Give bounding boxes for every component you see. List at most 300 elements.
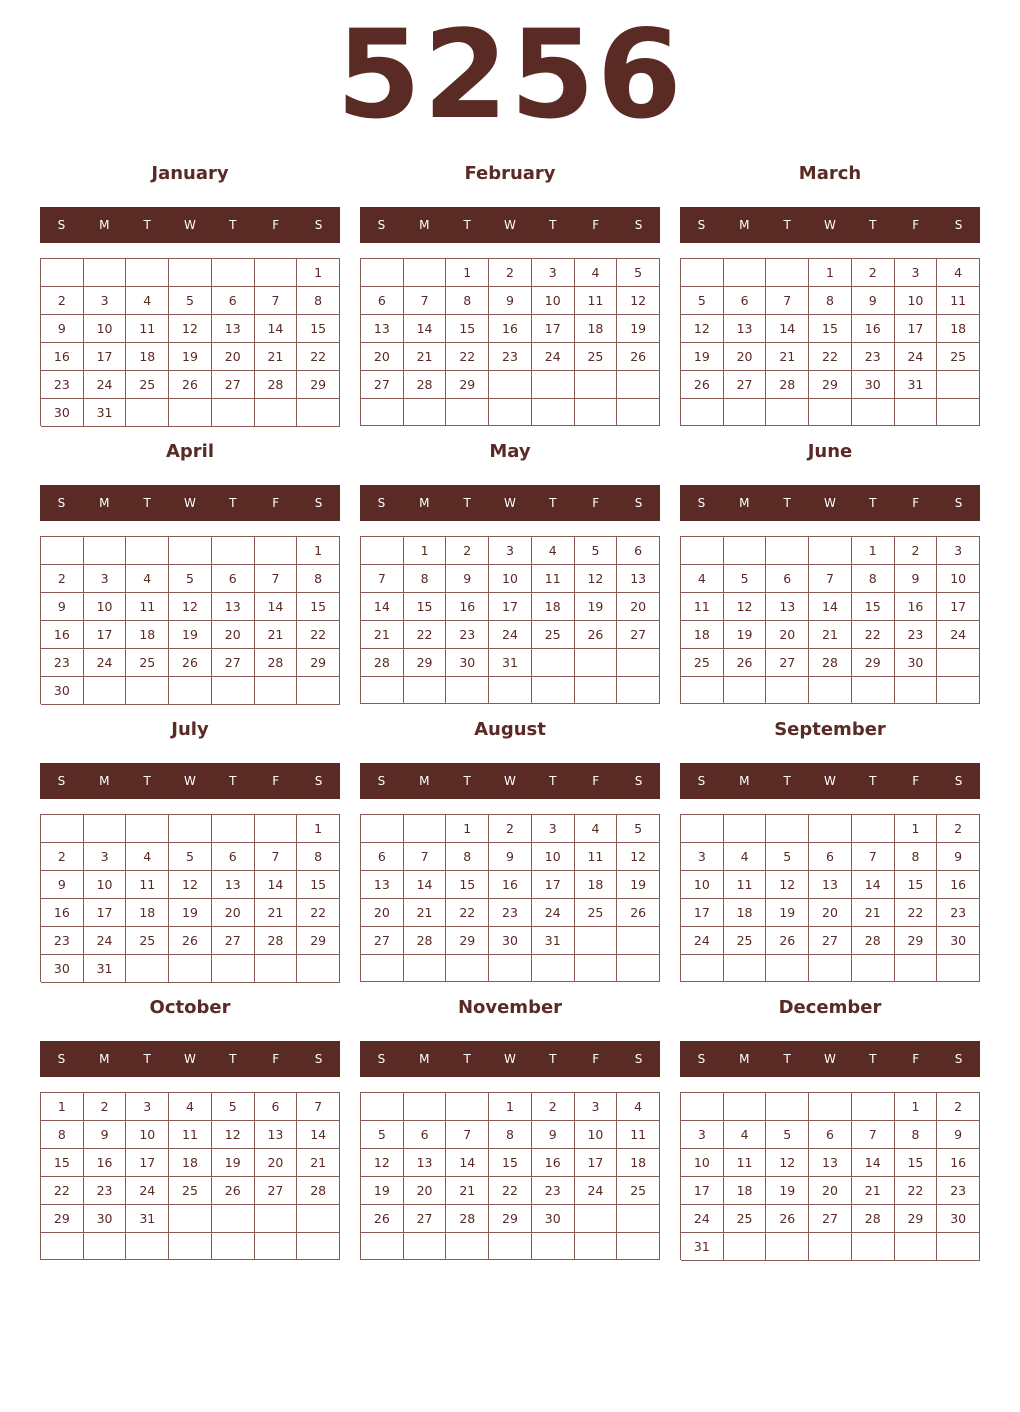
day-cell — [212, 1233, 255, 1260]
day-cell — [895, 1233, 938, 1261]
day-cell: 11 — [169, 1121, 212, 1149]
weekday-label: M — [739, 496, 750, 510]
day-cell: 14 — [255, 315, 298, 343]
month-name: September — [774, 719, 886, 740]
weekday-label: T — [229, 1052, 237, 1066]
day-cell: 29 — [297, 371, 340, 399]
day-cell — [617, 677, 660, 704]
day-cell: 6 — [212, 565, 255, 593]
day-cell: 15 — [297, 593, 340, 621]
weekday-header — [680, 207, 980, 243]
day-cell: 6 — [361, 287, 404, 315]
day-cell — [489, 677, 532, 704]
day-cell — [681, 537, 724, 565]
day-cell: 23 — [489, 899, 532, 927]
day-cell: 3 — [532, 259, 575, 287]
day-cell: 27 — [617, 621, 660, 649]
day-cell — [724, 1093, 767, 1121]
day-cell: 5 — [766, 843, 809, 871]
day-cell: 8 — [297, 565, 340, 593]
weekday-label: W — [824, 1052, 836, 1066]
day-cell: 29 — [297, 927, 340, 955]
day-cell: 6 — [766, 565, 809, 593]
day-cell: 8 — [809, 287, 852, 315]
weekday-label: S — [697, 1052, 706, 1066]
day-cell: 10 — [895, 287, 938, 315]
day-cell — [937, 649, 980, 677]
weekday-label: T — [143, 1052, 151, 1066]
month-name: November — [457, 997, 563, 1018]
month-july — [40, 714, 340, 982]
day-cell: 1 — [297, 537, 340, 565]
day-cell: 1 — [404, 537, 447, 565]
day-cell: 1 — [297, 815, 340, 843]
day-cell: 6 — [361, 843, 404, 871]
day-cell: 2 — [489, 815, 532, 843]
day-cell: 8 — [446, 287, 489, 315]
day-cell: 22 — [852, 621, 895, 649]
month-january — [40, 158, 340, 426]
day-cell: 23 — [41, 927, 84, 955]
day-cell: 4 — [937, 259, 980, 287]
day-cell: 17 — [895, 315, 938, 343]
day-cell — [84, 815, 127, 843]
day-cell: 25 — [126, 927, 169, 955]
day-cell: 2 — [895, 537, 938, 565]
day-cell: 13 — [212, 871, 255, 899]
weekday-header — [360, 763, 660, 799]
day-grid — [40, 258, 340, 426]
day-cell: 10 — [84, 315, 127, 343]
day-cell: 30 — [41, 399, 84, 427]
day-cell — [361, 815, 404, 843]
weekday-label: S — [697, 774, 706, 788]
day-cell: 12 — [766, 871, 809, 899]
day-cell: 23 — [852, 343, 895, 371]
day-cell — [255, 677, 298, 705]
day-cell: 5 — [169, 843, 212, 871]
weekday-label: F — [592, 218, 600, 232]
day-cell: 4 — [575, 815, 618, 843]
day-cell: 1 — [41, 1093, 84, 1121]
day-cell: 14 — [255, 871, 298, 899]
day-cell: 14 — [255, 593, 298, 621]
day-cell: 9 — [852, 287, 895, 315]
weekday-label: M — [419, 774, 430, 788]
day-cell: 20 — [617, 593, 660, 621]
day-cell — [575, 649, 618, 677]
day-cell: 10 — [937, 565, 980, 593]
day-cell: 2 — [937, 815, 980, 843]
day-cell: 19 — [724, 621, 767, 649]
day-cell — [895, 677, 938, 704]
day-cell: 20 — [809, 1177, 852, 1205]
day-cell: 24 — [895, 343, 938, 371]
day-cell: 24 — [532, 343, 575, 371]
day-cell: 25 — [724, 1205, 767, 1233]
day-cell: 9 — [532, 1121, 575, 1149]
day-cell: 15 — [404, 593, 447, 621]
day-cell: 31 — [532, 927, 575, 955]
day-cell: 24 — [681, 1205, 724, 1233]
day-cell: 27 — [766, 649, 809, 677]
day-cell: 8 — [489, 1121, 532, 1149]
day-cell: 21 — [255, 343, 298, 371]
day-grid — [40, 814, 340, 982]
day-cell: 25 — [169, 1177, 212, 1205]
weekday-label: F — [912, 774, 920, 788]
day-cell: 20 — [404, 1177, 447, 1205]
day-cell: 6 — [809, 843, 852, 871]
weekday-label: T — [783, 218, 791, 232]
day-cell: 26 — [361, 1205, 404, 1233]
day-cell — [532, 649, 575, 677]
day-cell: 5 — [169, 565, 212, 593]
month-name: July — [171, 719, 209, 740]
day-cell: 8 — [404, 565, 447, 593]
day-cell: 18 — [532, 593, 575, 621]
day-cell — [937, 1233, 980, 1261]
day-cell: 31 — [84, 955, 127, 983]
day-cell: 16 — [937, 871, 980, 899]
day-cell: 18 — [724, 1177, 767, 1205]
day-cell: 19 — [169, 621, 212, 649]
month-march — [680, 158, 980, 426]
day-cell: 7 — [361, 565, 404, 593]
day-cell: 26 — [617, 899, 660, 927]
day-cell: 29 — [404, 649, 447, 677]
day-cell: 23 — [937, 899, 980, 927]
day-cell: 10 — [532, 843, 575, 871]
day-cell: 15 — [297, 871, 340, 899]
day-cell: 8 — [895, 843, 938, 871]
day-cell: 7 — [255, 843, 298, 871]
day-cell: 18 — [575, 315, 618, 343]
day-cell: 9 — [41, 593, 84, 621]
day-cell: 25 — [681, 649, 724, 677]
day-cell: 17 — [84, 899, 127, 927]
day-cell: 20 — [361, 899, 404, 927]
day-cell: 19 — [766, 1177, 809, 1205]
day-cell — [169, 537, 212, 565]
day-cell: 12 — [617, 843, 660, 871]
day-cell — [361, 1093, 404, 1121]
day-cell — [361, 677, 404, 704]
day-cell: 31 — [489, 649, 532, 677]
day-cell: 21 — [361, 621, 404, 649]
day-cell — [126, 399, 169, 427]
day-cell: 3 — [84, 287, 127, 315]
day-cell: 28 — [446, 1205, 489, 1233]
day-cell: 29 — [446, 927, 489, 955]
day-cell: 11 — [724, 1149, 767, 1177]
day-cell: 13 — [361, 871, 404, 899]
day-cell — [809, 677, 852, 704]
day-cell — [617, 399, 660, 426]
month-name: June — [807, 441, 853, 462]
weekday-label: F — [272, 774, 280, 788]
day-cell: 1 — [852, 537, 895, 565]
weekday-label: W — [824, 774, 836, 788]
day-cell — [126, 955, 169, 983]
day-cell: 9 — [489, 843, 532, 871]
weekday-label: S — [634, 1052, 643, 1066]
day-cell: 1 — [489, 1093, 532, 1121]
weekday-header — [680, 1041, 980, 1077]
day-cell — [404, 399, 447, 426]
day-cell: 28 — [255, 649, 298, 677]
day-cell: 14 — [852, 1149, 895, 1177]
day-cell: 5 — [617, 815, 660, 843]
day-cell: 22 — [895, 1177, 938, 1205]
day-grid — [680, 536, 980, 704]
weekday-label: T — [869, 218, 877, 232]
day-cell: 18 — [126, 343, 169, 371]
day-cell: 12 — [724, 593, 767, 621]
day-cell: 20 — [724, 343, 767, 371]
day-cell — [361, 955, 404, 982]
day-cell: 10 — [84, 593, 127, 621]
day-cell — [852, 1233, 895, 1261]
day-cell: 2 — [84, 1093, 127, 1121]
day-cell: 29 — [895, 1205, 938, 1233]
day-cell — [169, 1205, 212, 1233]
weekday-label: W — [184, 496, 196, 510]
day-cell — [361, 259, 404, 287]
day-cell — [617, 371, 660, 399]
day-cell: 28 — [809, 649, 852, 677]
weekday-label: T — [549, 218, 557, 232]
day-cell: 10 — [489, 565, 532, 593]
month-june — [680, 436, 980, 704]
day-cell: 17 — [532, 871, 575, 899]
day-cell: 10 — [575, 1121, 618, 1149]
day-cell: 4 — [126, 843, 169, 871]
day-cell: 1 — [809, 259, 852, 287]
day-cell — [575, 955, 618, 982]
day-cell: 16 — [852, 315, 895, 343]
day-cell: 27 — [361, 927, 404, 955]
day-cell: 27 — [404, 1205, 447, 1233]
day-grid — [360, 258, 660, 426]
day-cell: 22 — [404, 621, 447, 649]
day-cell: 24 — [532, 899, 575, 927]
day-cell: 18 — [937, 315, 980, 343]
day-cell — [255, 537, 298, 565]
day-cell: 21 — [852, 1177, 895, 1205]
day-cell: 10 — [126, 1121, 169, 1149]
day-cell — [404, 955, 447, 982]
day-cell: 23 — [937, 1177, 980, 1205]
weekday-label: F — [592, 774, 600, 788]
day-cell: 11 — [937, 287, 980, 315]
month-september — [680, 714, 980, 982]
day-cell: 11 — [575, 287, 618, 315]
weekday-label: T — [869, 496, 877, 510]
day-cell: 29 — [895, 927, 938, 955]
day-cell — [212, 677, 255, 705]
weekday-header — [680, 763, 980, 799]
day-cell: 24 — [84, 649, 127, 677]
weekday-label: T — [869, 1052, 877, 1066]
day-cell: 30 — [446, 649, 489, 677]
day-cell: 25 — [617, 1177, 660, 1205]
day-cell: 14 — [852, 871, 895, 899]
month-october — [40, 992, 340, 1260]
day-cell: 15 — [809, 315, 852, 343]
day-cell — [852, 677, 895, 704]
day-cell: 5 — [575, 537, 618, 565]
day-grid — [680, 814, 980, 982]
day-cell: 19 — [212, 1149, 255, 1177]
day-cell — [724, 537, 767, 565]
weekday-label: M — [99, 496, 110, 510]
day-cell: 28 — [404, 371, 447, 399]
month-august — [360, 714, 660, 982]
day-cell: 11 — [126, 315, 169, 343]
day-cell: 30 — [895, 649, 938, 677]
day-cell: 3 — [681, 843, 724, 871]
day-cell — [255, 815, 298, 843]
day-cell: 14 — [446, 1149, 489, 1177]
day-cell — [575, 1205, 618, 1233]
day-cell — [212, 815, 255, 843]
day-cell: 31 — [126, 1205, 169, 1233]
month-december — [680, 992, 980, 1260]
day-cell: 23 — [41, 371, 84, 399]
day-cell: 10 — [681, 1149, 724, 1177]
day-cell: 11 — [575, 843, 618, 871]
day-cell — [361, 399, 404, 426]
day-cell — [361, 537, 404, 565]
month-name: April — [165, 441, 215, 462]
day-cell: 13 — [766, 593, 809, 621]
weekday-label: M — [419, 1052, 430, 1066]
day-cell: 17 — [489, 593, 532, 621]
day-cell: 12 — [617, 287, 660, 315]
day-cell: 25 — [126, 649, 169, 677]
day-cell: 7 — [766, 287, 809, 315]
day-cell — [724, 955, 767, 982]
day-cell: 10 — [681, 871, 724, 899]
day-cell: 16 — [489, 871, 532, 899]
weekday-label: T — [229, 218, 237, 232]
day-cell: 17 — [84, 621, 127, 649]
day-cell: 28 — [766, 371, 809, 399]
day-cell: 28 — [255, 927, 298, 955]
weekday-label: T — [549, 1052, 557, 1066]
day-cell: 4 — [126, 565, 169, 593]
day-grid — [40, 1092, 340, 1260]
weekday-header — [40, 485, 340, 521]
day-cell — [809, 537, 852, 565]
day-cell — [575, 1233, 618, 1260]
day-cell: 14 — [809, 593, 852, 621]
day-cell: 26 — [766, 927, 809, 955]
day-cell: 14 — [404, 315, 447, 343]
month-may — [360, 436, 660, 704]
day-cell: 21 — [766, 343, 809, 371]
day-cell — [681, 677, 724, 704]
month-name: May — [489, 441, 531, 462]
day-cell — [84, 259, 127, 287]
day-cell — [575, 399, 618, 426]
day-cell: 26 — [169, 649, 212, 677]
weekday-header — [40, 763, 340, 799]
day-cell: 7 — [255, 565, 298, 593]
day-cell: 1 — [446, 259, 489, 287]
day-cell: 8 — [895, 1121, 938, 1149]
day-cell — [852, 1093, 895, 1121]
day-cell — [617, 1205, 660, 1233]
day-cell: 29 — [809, 371, 852, 399]
month-november — [360, 992, 660, 1260]
day-cell: 19 — [361, 1177, 404, 1205]
day-cell: 10 — [532, 287, 575, 315]
weekday-label: T — [143, 774, 151, 788]
weekday-label: S — [954, 774, 963, 788]
day-cell: 18 — [575, 871, 618, 899]
day-cell: 15 — [895, 871, 938, 899]
day-cell — [575, 371, 618, 399]
day-cell — [681, 955, 724, 982]
weekday-header — [40, 1041, 340, 1077]
day-cell: 2 — [446, 537, 489, 565]
day-cell — [852, 399, 895, 426]
day-cell: 3 — [681, 1121, 724, 1149]
day-cell: 16 — [489, 315, 532, 343]
day-cell: 23 — [41, 649, 84, 677]
weekday-label: F — [592, 1052, 600, 1066]
weekday-label: T — [229, 496, 237, 510]
day-cell: 11 — [681, 593, 724, 621]
day-cell: 21 — [852, 899, 895, 927]
weekday-label: S — [954, 1052, 963, 1066]
day-cell: 17 — [84, 343, 127, 371]
weekday-label: T — [549, 774, 557, 788]
day-cell: 13 — [809, 871, 852, 899]
day-cell: 1 — [446, 815, 489, 843]
weekday-label: T — [143, 496, 151, 510]
weekday-label: W — [824, 218, 836, 232]
weekday-label: M — [419, 496, 430, 510]
weekday-label: S — [634, 218, 643, 232]
day-cell — [852, 955, 895, 982]
day-grid — [680, 258, 980, 426]
day-cell — [404, 1093, 447, 1121]
day-cell — [809, 955, 852, 982]
day-cell: 13 — [724, 315, 767, 343]
day-cell: 12 — [212, 1121, 255, 1149]
day-cell: 1 — [895, 1093, 938, 1121]
day-cell: 29 — [41, 1205, 84, 1233]
day-cell: 3 — [532, 815, 575, 843]
day-cell — [937, 955, 980, 982]
day-cell: 16 — [532, 1149, 575, 1177]
day-cell — [681, 399, 724, 426]
day-cell: 20 — [212, 621, 255, 649]
day-cell — [724, 259, 767, 287]
day-cell: 18 — [126, 899, 169, 927]
day-cell: 21 — [404, 343, 447, 371]
weekday-label: S — [314, 1052, 323, 1066]
day-cell: 3 — [937, 537, 980, 565]
day-cell: 21 — [446, 1177, 489, 1205]
day-cell: 3 — [575, 1093, 618, 1121]
weekday-label: T — [229, 774, 237, 788]
day-cell: 1 — [297, 259, 340, 287]
day-cell — [766, 955, 809, 982]
